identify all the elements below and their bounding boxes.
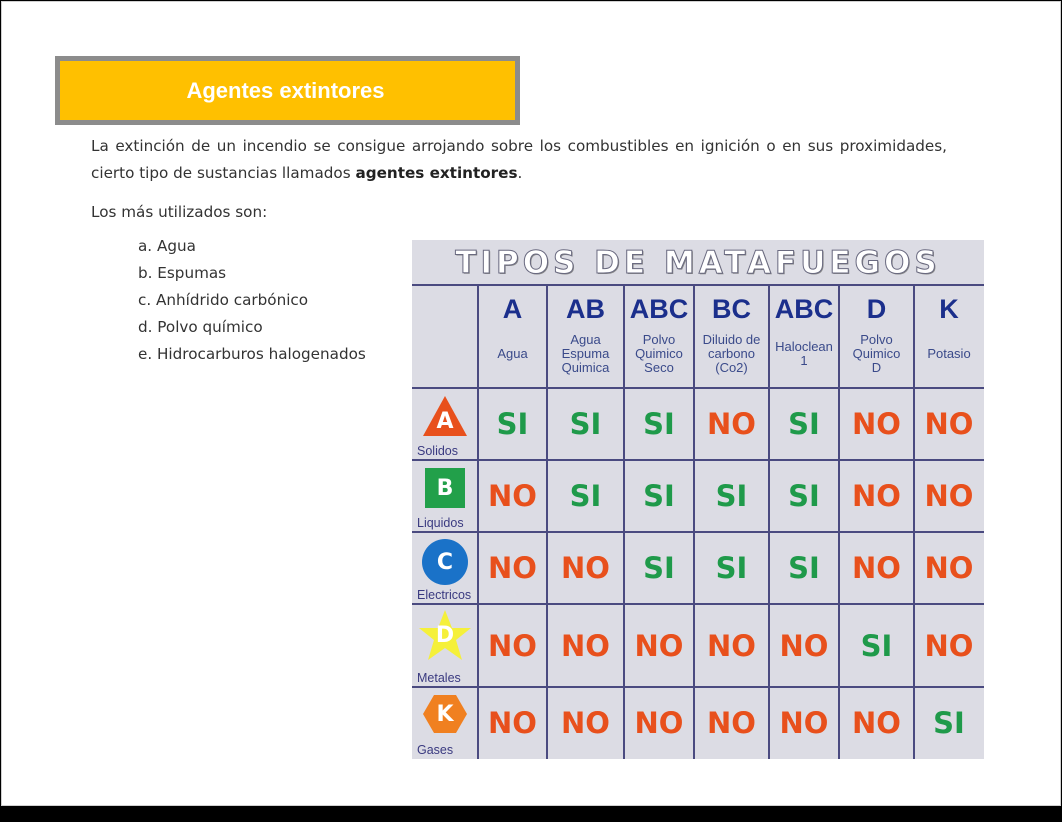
table-cell: SI <box>715 479 748 513</box>
column-code: D <box>866 294 887 324</box>
table-cell: NO <box>561 706 610 740</box>
intro-bold: agentes extintores <box>355 164 518 182</box>
column-desc <box>839 325 914 383</box>
table-cell: NO <box>852 407 901 441</box>
table-cell: NO <box>488 706 537 740</box>
intro-paragraph <box>91 133 947 187</box>
table-cell: SI <box>569 407 602 441</box>
table-cell: NO <box>561 628 610 663</box>
row-header <box>412 460 478 532</box>
table-cell: SI <box>643 407 675 441</box>
column-code: ABC <box>774 294 834 324</box>
table-cell: SI <box>569 479 602 513</box>
table-cell: NO <box>924 479 974 513</box>
column-code: AB <box>566 294 605 324</box>
column-desc <box>624 325 694 383</box>
class-letter: K <box>436 701 454 727</box>
extinguisher-table <box>412 240 984 759</box>
table-cell: NO <box>634 628 684 663</box>
table-cell: SI <box>933 706 965 740</box>
table-cell: NO <box>488 479 537 513</box>
column-desc-line: Potasio <box>927 346 971 361</box>
table-cell: NO <box>852 706 901 740</box>
table-title: TIPOS DE MATAFUEGOS <box>455 244 941 281</box>
table-cell: NO <box>488 551 537 585</box>
row-label: Liquidos <box>417 516 464 530</box>
table-cell: NO <box>924 407 974 441</box>
class-letter: C <box>436 549 454 575</box>
column-desc <box>478 325 547 383</box>
row-label: Gases <box>417 743 454 757</box>
electricos-class-icon <box>421 538 469 586</box>
table-cell: NO <box>707 706 756 740</box>
list-item: e. Hidrocarburos halogenados <box>138 345 366 363</box>
column-header <box>624 287 694 387</box>
table-cell: NO <box>488 628 537 663</box>
column-header <box>769 287 839 387</box>
table-cell: NO <box>634 706 684 740</box>
column-desc <box>914 325 984 383</box>
list-item: c. Anhídrido carbónico <box>138 291 309 309</box>
column-desc-line: Quimico <box>635 346 683 361</box>
column-code: A <box>502 294 523 324</box>
table-cell: NO <box>924 551 974 585</box>
column-header <box>694 287 769 387</box>
row-label: Solidos <box>417 444 458 458</box>
row-label: Electricos <box>417 588 472 602</box>
column-desc-line: Quimico <box>852 346 901 361</box>
row-header <box>412 687 478 759</box>
list-item: b. Espumas <box>138 264 227 282</box>
agent-list <box>138 233 366 368</box>
section-title-box <box>55 56 520 125</box>
table-cell: NO <box>852 479 901 513</box>
table-cell: SI <box>788 551 820 585</box>
column-desc-line: Diluido de <box>702 332 761 347</box>
table-cell: NO <box>924 628 974 663</box>
intro-end: . <box>517 164 523 182</box>
table-cell: NO <box>779 706 829 740</box>
table-cell: SI <box>788 407 820 441</box>
column-desc <box>694 325 769 383</box>
class-letter: A <box>436 408 454 434</box>
row-header <box>412 532 478 604</box>
table-cell: NO <box>707 407 756 441</box>
column-code: BC <box>712 294 751 324</box>
liquidos-class-icon <box>423 466 467 510</box>
column-header <box>547 287 624 387</box>
row-header <box>412 604 478 687</box>
column-desc-line: (Co2) <box>715 360 748 375</box>
row-label: Metales <box>417 671 461 685</box>
solidos-class-icon <box>421 394 469 438</box>
table-cell: SI <box>788 479 820 513</box>
row-header <box>412 388 478 460</box>
column-desc <box>769 325 839 383</box>
column-desc-line: Polvo <box>860 332 893 347</box>
table-cell: SI <box>496 407 529 441</box>
table-cell: SI <box>715 551 748 585</box>
column-desc-line: D <box>871 360 882 375</box>
column-header <box>839 287 914 387</box>
table-cell: NO <box>707 628 756 663</box>
column-desc <box>547 325 624 383</box>
class-letter: B <box>436 475 454 501</box>
table-cell: SI <box>860 628 893 663</box>
column-desc-line: Polvo <box>642 332 676 347</box>
page <box>1 1 1061 806</box>
list-item: d. Polvo químico <box>138 318 263 336</box>
list-intro: Los más utilizados son: <box>91 203 268 221</box>
column-desc-line: Seco <box>644 360 674 375</box>
column-header <box>914 287 984 387</box>
table-cell: NO <box>561 551 610 585</box>
column-header <box>478 287 547 387</box>
column-desc-line: Espuma <box>561 346 610 361</box>
column-code: ABC <box>629 294 689 324</box>
column-desc-line: carbono <box>708 346 755 361</box>
table-cell: NO <box>779 628 829 663</box>
column-desc-line: 1 <box>800 353 808 368</box>
metales-class-icon <box>417 608 473 662</box>
list-item: a. Agua <box>138 237 196 255</box>
section-title: Agentes extintores <box>186 77 385 103</box>
table-cell: SI <box>643 479 675 513</box>
table-cell: NO <box>852 551 901 585</box>
column-desc-line: Quimica <box>561 360 610 375</box>
column-desc-line: Agua <box>570 332 601 347</box>
class-letter: D <box>435 622 455 648</box>
grid-line <box>412 284 984 286</box>
intro-text: La extinción de un incendio se consigue arrojando sobre los combustibles en ignición o en sus proximidades, cierto tipo de sustancias llamados <box>91 137 947 182</box>
column-desc-line: Haloclean <box>775 339 833 354</box>
column-code: K <box>939 294 959 324</box>
gases-class-icon <box>422 693 468 735</box>
table-cell: SI <box>643 551 675 585</box>
column-desc-line: Agua <box>497 346 528 361</box>
